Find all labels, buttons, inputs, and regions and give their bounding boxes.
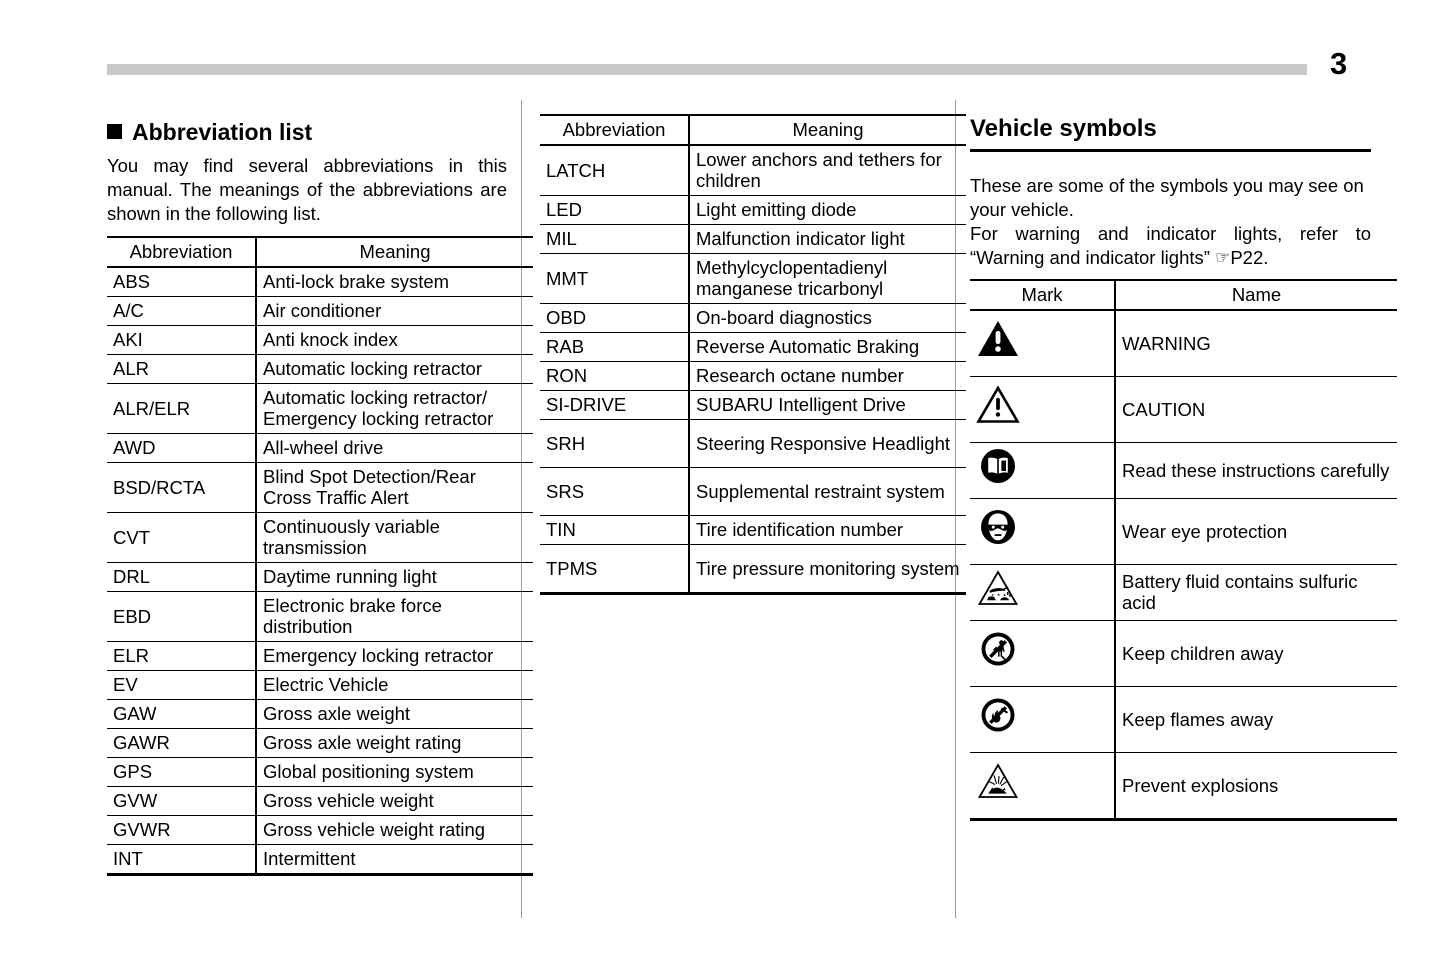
cell-abbreviation: SI-DRIVE bbox=[540, 391, 689, 420]
table-row bbox=[107, 463, 533, 513]
vehicle-symbols-heading: Vehicle symbols bbox=[970, 114, 1371, 152]
table-row bbox=[970, 687, 1397, 753]
middle-column bbox=[540, 100, 960, 595]
table-header-row bbox=[970, 280, 1397, 310]
no-flames-circle-icon bbox=[976, 695, 1020, 739]
page-columns bbox=[0, 100, 1445, 930]
cell-abbreviation: INT bbox=[107, 845, 256, 875]
table-row bbox=[540, 145, 966, 196]
cell-meaning: Tire identification number bbox=[689, 516, 966, 545]
cell-abbreviation: SRH bbox=[540, 420, 689, 468]
cell-mark bbox=[970, 565, 1115, 621]
cell-abbreviation: ALR bbox=[107, 355, 256, 384]
cell-meaning: Gross axle weight bbox=[256, 700, 533, 729]
cell-mark bbox=[970, 377, 1115, 443]
table-row bbox=[970, 621, 1397, 687]
abbreviation-list-intro: You may find several abbreviations in this manual. The meanings of the abbreviations are shown in the following list. bbox=[107, 155, 507, 224]
cell-abbreviation: BSD/RCTA bbox=[107, 463, 256, 513]
cell-abbreviation: GVW bbox=[107, 787, 256, 816]
table-row bbox=[540, 196, 966, 225]
page-number: 3 bbox=[1330, 46, 1347, 81]
column-header-name: Name bbox=[1115, 280, 1397, 310]
page-header bbox=[0, 0, 1445, 100]
cell-meaning: Emergency locking retractor bbox=[256, 642, 533, 671]
cell-mark bbox=[970, 310, 1115, 377]
table-row bbox=[540, 304, 966, 333]
table-row bbox=[107, 297, 533, 326]
left-column bbox=[107, 100, 507, 876]
cell-meaning: Reverse Automatic Braking bbox=[689, 333, 966, 362]
abbreviation-table-right bbox=[540, 114, 966, 595]
table-row bbox=[540, 468, 966, 516]
cell-mark bbox=[970, 443, 1115, 499]
cell-abbreviation: ALR/ELR bbox=[107, 384, 256, 434]
table-row bbox=[107, 787, 533, 816]
cell-meaning: Malfunction indicator light bbox=[689, 225, 966, 254]
cell-meaning: Light emitting diode bbox=[689, 196, 966, 225]
table-header-row bbox=[107, 237, 533, 267]
cell-name: Battery fluid contains sulfuric acid bbox=[1115, 565, 1397, 621]
column-header-abbreviation: Abbreviation bbox=[107, 237, 256, 267]
cell-name: Keep children away bbox=[1115, 621, 1397, 687]
cell-abbreviation: DRL bbox=[107, 563, 256, 592]
table-row bbox=[970, 499, 1397, 565]
table-row bbox=[107, 434, 533, 463]
column-header-meaning: Meaning bbox=[256, 237, 533, 267]
cell-abbreviation: EBD bbox=[107, 592, 256, 642]
cell-abbreviation: RON bbox=[540, 362, 689, 391]
cell-abbreviation: RAB bbox=[540, 333, 689, 362]
cell-meaning: Lower anchors and tethers for children bbox=[689, 145, 966, 196]
warning-triangle-filled-icon bbox=[976, 319, 1020, 363]
cell-name: CAUTION bbox=[1115, 377, 1397, 443]
table-row bbox=[540, 420, 966, 468]
table-row bbox=[107, 563, 533, 592]
cell-abbreviation: SRS bbox=[540, 468, 689, 516]
cell-meaning: Continuously variable transmission bbox=[256, 513, 533, 563]
cell-meaning: Gross axle weight rating bbox=[256, 729, 533, 758]
vehicle-symbols-intro-2 bbox=[970, 222, 1371, 270]
cell-abbreviation: MIL bbox=[540, 225, 689, 254]
vehicle-symbols-intro-2-text: For warning and indicator lights, refer to “Warning and indicator lights” bbox=[970, 223, 1371, 268]
cell-meaning: Intermittent bbox=[256, 845, 533, 875]
table-row bbox=[107, 513, 533, 563]
right-column bbox=[970, 100, 1390, 821]
table-row bbox=[540, 545, 966, 594]
cell-meaning: Daytime running light bbox=[256, 563, 533, 592]
table-row bbox=[107, 355, 533, 384]
page-reference-link[interactable]: P22. bbox=[1230, 247, 1269, 268]
abbreviation-list-heading bbox=[107, 118, 507, 146]
table-row bbox=[107, 592, 533, 642]
table-row bbox=[107, 384, 533, 434]
cell-abbreviation: GAWR bbox=[107, 729, 256, 758]
cell-meaning: Blind Spot Detection/Rear Cross Traffic Alert bbox=[256, 463, 533, 513]
cell-abbreviation: ELR bbox=[107, 642, 256, 671]
cell-meaning: Electric Vehicle bbox=[256, 671, 533, 700]
cell-abbreviation: MMT bbox=[540, 254, 689, 304]
table-row bbox=[970, 377, 1397, 443]
cell-meaning: Steering Responsive Headlight bbox=[689, 420, 966, 468]
cell-meaning: Anti knock index bbox=[256, 326, 533, 355]
caution-triangle-outline-icon bbox=[976, 385, 1020, 429]
pointing-hand-icon: ☞ bbox=[1215, 248, 1231, 267]
cell-abbreviation: AWD bbox=[107, 434, 256, 463]
cell-meaning: Automatic locking retractor/ Emergency locking retractor bbox=[256, 384, 533, 434]
cell-mark bbox=[970, 621, 1115, 687]
cell-mark bbox=[970, 687, 1115, 753]
table-row bbox=[107, 729, 533, 758]
table-row bbox=[970, 753, 1397, 820]
cell-name: Wear eye protection bbox=[1115, 499, 1397, 565]
cell-abbreviation: A/C bbox=[107, 297, 256, 326]
cell-meaning: Gross vehicle weight rating bbox=[256, 816, 533, 845]
cell-abbreviation: OBD bbox=[540, 304, 689, 333]
cell-abbreviation: EV bbox=[107, 671, 256, 700]
table-row bbox=[540, 391, 966, 420]
cell-meaning: Anti-lock brake system bbox=[256, 267, 533, 297]
cell-abbreviation: GAW bbox=[107, 700, 256, 729]
cell-meaning: Automatic locking retractor bbox=[256, 355, 533, 384]
table-row bbox=[107, 642, 533, 671]
table-row bbox=[540, 333, 966, 362]
column-header-mark: Mark bbox=[970, 280, 1115, 310]
table-header-row bbox=[540, 115, 966, 145]
cell-abbreviation: CVT bbox=[107, 513, 256, 563]
abbreviation-table-left bbox=[107, 236, 533, 876]
cell-abbreviation: AKI bbox=[107, 326, 256, 355]
table-row bbox=[107, 326, 533, 355]
table-row bbox=[107, 816, 533, 845]
cell-abbreviation: LATCH bbox=[540, 145, 689, 196]
column-header-abbreviation: Abbreviation bbox=[540, 115, 689, 145]
open-book-circle-icon bbox=[976, 446, 1020, 490]
table-row bbox=[970, 565, 1397, 621]
cell-mark bbox=[970, 753, 1115, 820]
cell-meaning: Tire pressure monitoring system bbox=[689, 545, 966, 594]
table-row bbox=[107, 700, 533, 729]
table-row bbox=[540, 362, 966, 391]
cell-name: Prevent explosions bbox=[1115, 753, 1397, 820]
cell-name: Read these instructions carefully bbox=[1115, 443, 1397, 499]
cell-meaning: Research octane number bbox=[689, 362, 966, 391]
table-row bbox=[107, 267, 533, 297]
table-row bbox=[107, 845, 533, 875]
cell-meaning: All-wheel drive bbox=[256, 434, 533, 463]
battery-acid-triangle-icon bbox=[976, 568, 1020, 612]
cell-meaning: Electronic brake force distribution bbox=[256, 592, 533, 642]
vehicle-symbols-table bbox=[970, 279, 1397, 821]
table-row bbox=[970, 443, 1397, 499]
table-row bbox=[107, 758, 533, 787]
table-row bbox=[107, 671, 533, 700]
cell-meaning: Air conditioner bbox=[256, 297, 533, 326]
cell-mark bbox=[970, 499, 1115, 565]
cell-name: Keep flames away bbox=[1115, 687, 1397, 753]
cell-abbreviation: ABS bbox=[107, 267, 256, 297]
explosion-triangle-icon bbox=[976, 761, 1020, 805]
cell-abbreviation: GPS bbox=[107, 758, 256, 787]
abbreviation-list-heading-label: Abbreviation list bbox=[132, 119, 313, 145]
column-header-meaning: Meaning bbox=[689, 115, 966, 145]
table-row bbox=[540, 254, 966, 304]
cell-abbreviation: TIN bbox=[540, 516, 689, 545]
black-square-bullet-icon bbox=[107, 124, 122, 139]
cell-abbreviation: TPMS bbox=[540, 545, 689, 594]
eye-protection-circle-icon bbox=[976, 507, 1020, 551]
cell-abbreviation: LED bbox=[540, 196, 689, 225]
cell-meaning: SUBARU Intelligent Drive bbox=[689, 391, 966, 420]
no-children-circle-icon bbox=[976, 629, 1020, 673]
cell-name: WARNING bbox=[1115, 310, 1397, 377]
cell-meaning: Global positioning system bbox=[256, 758, 533, 787]
vehicle-symbols-intro-1: These are some of the symbols you may see on your vehicle. bbox=[970, 175, 1364, 220]
cell-meaning: Gross vehicle weight bbox=[256, 787, 533, 816]
cell-abbreviation: GVWR bbox=[107, 816, 256, 845]
cell-meaning: Supplemental restraint system bbox=[689, 468, 966, 516]
table-row bbox=[970, 310, 1397, 377]
cell-meaning: On-board diagnostics bbox=[689, 304, 966, 333]
table-row bbox=[540, 225, 966, 254]
table-row bbox=[540, 516, 966, 545]
header-rule-bar bbox=[107, 64, 1307, 75]
cell-meaning: Methylcyclopentadienyl manganese tricarbonyl bbox=[689, 254, 966, 304]
